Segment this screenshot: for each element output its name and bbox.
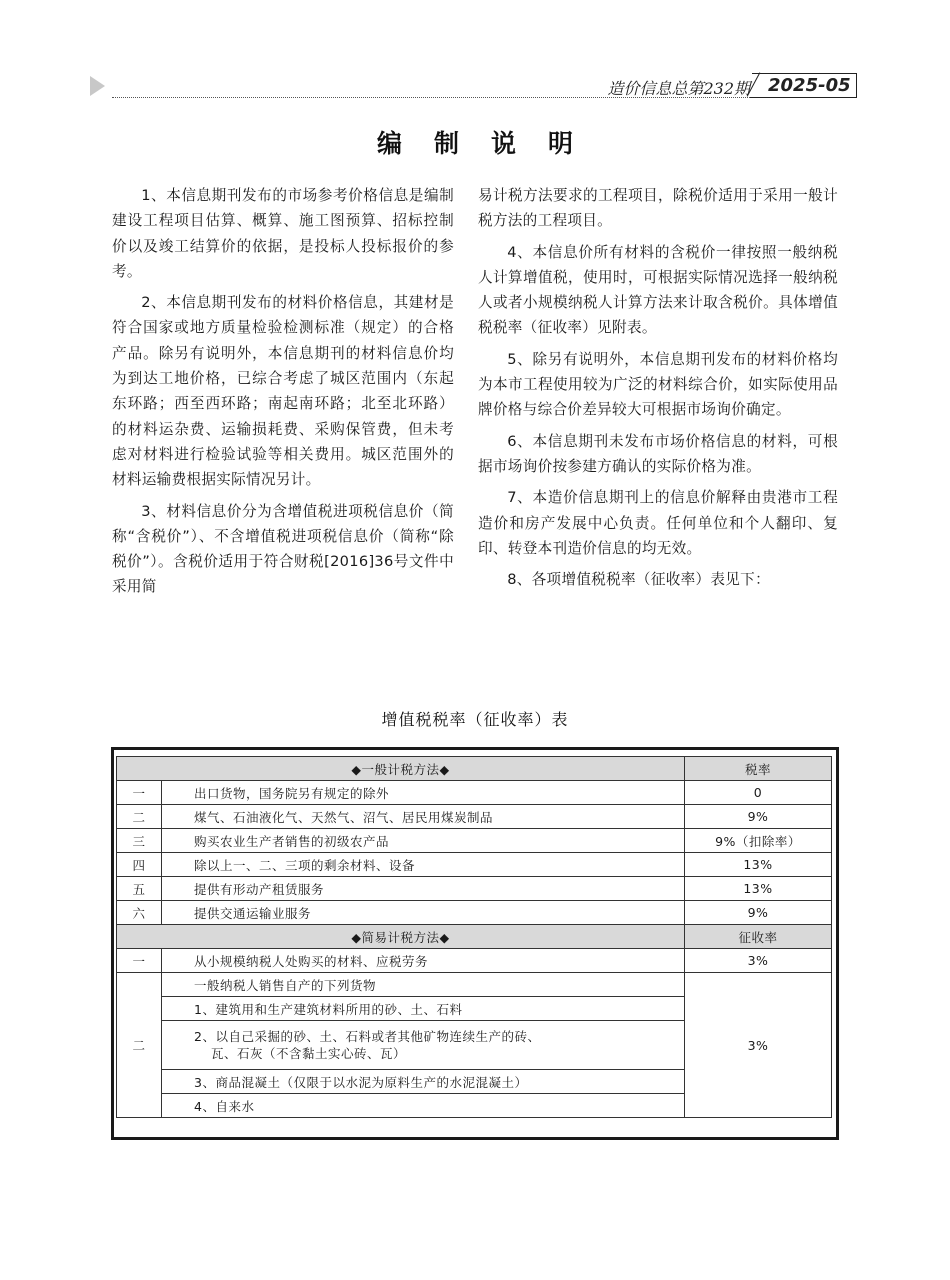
row-rate: 13% — [685, 877, 832, 901]
paragraph-8: 8、各项增值税税率（征收率）表见下： — [507, 571, 770, 589]
row-number: 三 — [117, 829, 162, 853]
page-title: 编制说明 — [376, 129, 605, 158]
subitem-4: 4、自来水 — [162, 1094, 685, 1118]
row-number: 一 — [117, 781, 162, 805]
paragraph-2: 2、本信息期刊发布的材料价格信息，其建材是符合国家或地方质量检验检测标准（规定）的合格产品。除另有说明外，本信息期刊的材料信息价均为到达工地价格，已综合考虑了城区范围内（东起东环路；西至西环路；南起南环路；北至北环路）的材料运杂费、运输损耗费、采购保管费，但未考虑对材料进行检验试验等相关费用。城区范围外的材料运输费根据实际情况另计。 — [112, 294, 454, 489]
table-row — [117, 829, 832, 853]
row-item: 从小规模纳税人处购买的材料、应税劳务 — [162, 949, 685, 973]
row-rate: 3% — [685, 949, 832, 973]
row-number: 六 — [117, 901, 162, 925]
subitem-2-line-1: 2、以自己采掘的砂、土、石料或者其他矿物连续生产的砖、 — [194, 1029, 541, 1044]
left-column — [112, 183, 454, 606]
right-column — [478, 183, 838, 598]
paragraph-7: 7、本造价信息期刊上的信息价解释由贵港市工程造价和房产发展中心负责。任何单位和个人翻印、复印、转登本刊造价信息的均无效。 — [478, 489, 838, 557]
paragraph-1: 1、本信息期刊发布的市场参考价格信息是编制建设工程项目估算、概算、施工图预算、招标控制价以及竣工结算价的依据，是投标人投标报价的参考。 — [112, 187, 454, 280]
table-row — [117, 805, 832, 829]
table-row — [117, 781, 832, 805]
simple-method-heading: ◆简易计税方法◆ — [117, 925, 685, 949]
table-header-general — [117, 757, 832, 781]
row-item: 除以上一、二、三项的剩余材料、设备 — [162, 853, 685, 877]
row-rate: 9% — [685, 805, 832, 829]
row-item: 提供有形动产租赁服务 — [162, 877, 685, 901]
row-rate: 0 — [685, 781, 832, 805]
table-row — [117, 973, 832, 997]
row-rate: 13% — [685, 853, 832, 877]
row-item: 购买农业生产者销售的初级农产品 — [162, 829, 685, 853]
collection-rate-header: 征收率 — [685, 925, 832, 949]
subitem-3: 3、商品混凝土（仅限于以水泥为原料生产的水泥混凝土） — [162, 1070, 685, 1094]
vat-rate-table — [116, 756, 832, 1118]
table-row — [117, 853, 832, 877]
rate-column-header: 税率 — [685, 757, 832, 781]
row-number: 一 — [117, 949, 162, 973]
row-rate: 3% — [685, 973, 832, 1118]
row-number: 四 — [117, 853, 162, 877]
table-row — [117, 877, 832, 901]
row-number: 五 — [117, 877, 162, 901]
paragraph-4: 4、本信息价所有材料的含税价一律按照一般纳税人计算增值税，使用时，可根据实际情况选择一般纳税人或者小规模纳税人计算方法来计取含税价。具体增值税税率（征收率）见附表。 — [478, 243, 838, 337]
header-issue-number: 造价信息总第232期 — [607, 79, 750, 98]
row-number: 二 — [117, 973, 162, 1118]
row-item-intro: 一般纳税人销售自产的下列货物 — [162, 973, 685, 997]
table-row — [117, 901, 832, 925]
paragraph-3-continued: 易计税方法要求的工程项目，除税价适用于采用一般计税方法的工程项目。 — [478, 187, 838, 230]
row-rate: 9% — [685, 901, 832, 925]
row-item: 提供交通运输业服务 — [162, 901, 685, 925]
table-title: 增值税税率（征收率）表 — [381, 710, 569, 729]
row-rate: 9%（扣除率） — [685, 829, 832, 853]
row-item: 煤气、石油液化气、天然气、沼气、居民用煤炭制品 — [162, 805, 685, 829]
row-item: 出口货物，国务院另有规定的除外 — [162, 781, 685, 805]
table-row — [117, 949, 832, 973]
row-number: 二 — [117, 805, 162, 829]
paragraph-6: 6、本信息期刊未发布市场价格信息的材料，可根据市场询价按参建方确认的实际价格为准。 — [478, 432, 838, 475]
header-year-underline — [750, 97, 856, 98]
header-arrow-icon — [90, 76, 105, 96]
subitem-2-line-2: 瓦、石灰（不含黏土实心砖、瓦） — [211, 1046, 407, 1061]
paragraph-5: 5、除另有说明外，本信息期刊发布的材料价格均为本市工程使用较为广泛的材料综合价，如实际使用品牌价格与综合价差异较大可根据市场询价确定。 — [478, 350, 838, 419]
subitem-1: 1、建筑用和生产建筑材料所用的砂、土、石料 — [162, 997, 685, 1021]
paragraph-3: 3、材料信息价分为含增值税进项税信息价（简称“含税价”）、不含增值税进项税信息价（简称“除税价”）。含税价适用于符合财税[2016]36号文件中采用简 — [112, 502, 454, 596]
header-year: 2025-05 — [768, 75, 851, 96]
general-method-heading: ◆一般计税方法◆ — [117, 757, 685, 781]
table-header-simple — [117, 925, 832, 949]
subitem-2 — [162, 1021, 685, 1070]
